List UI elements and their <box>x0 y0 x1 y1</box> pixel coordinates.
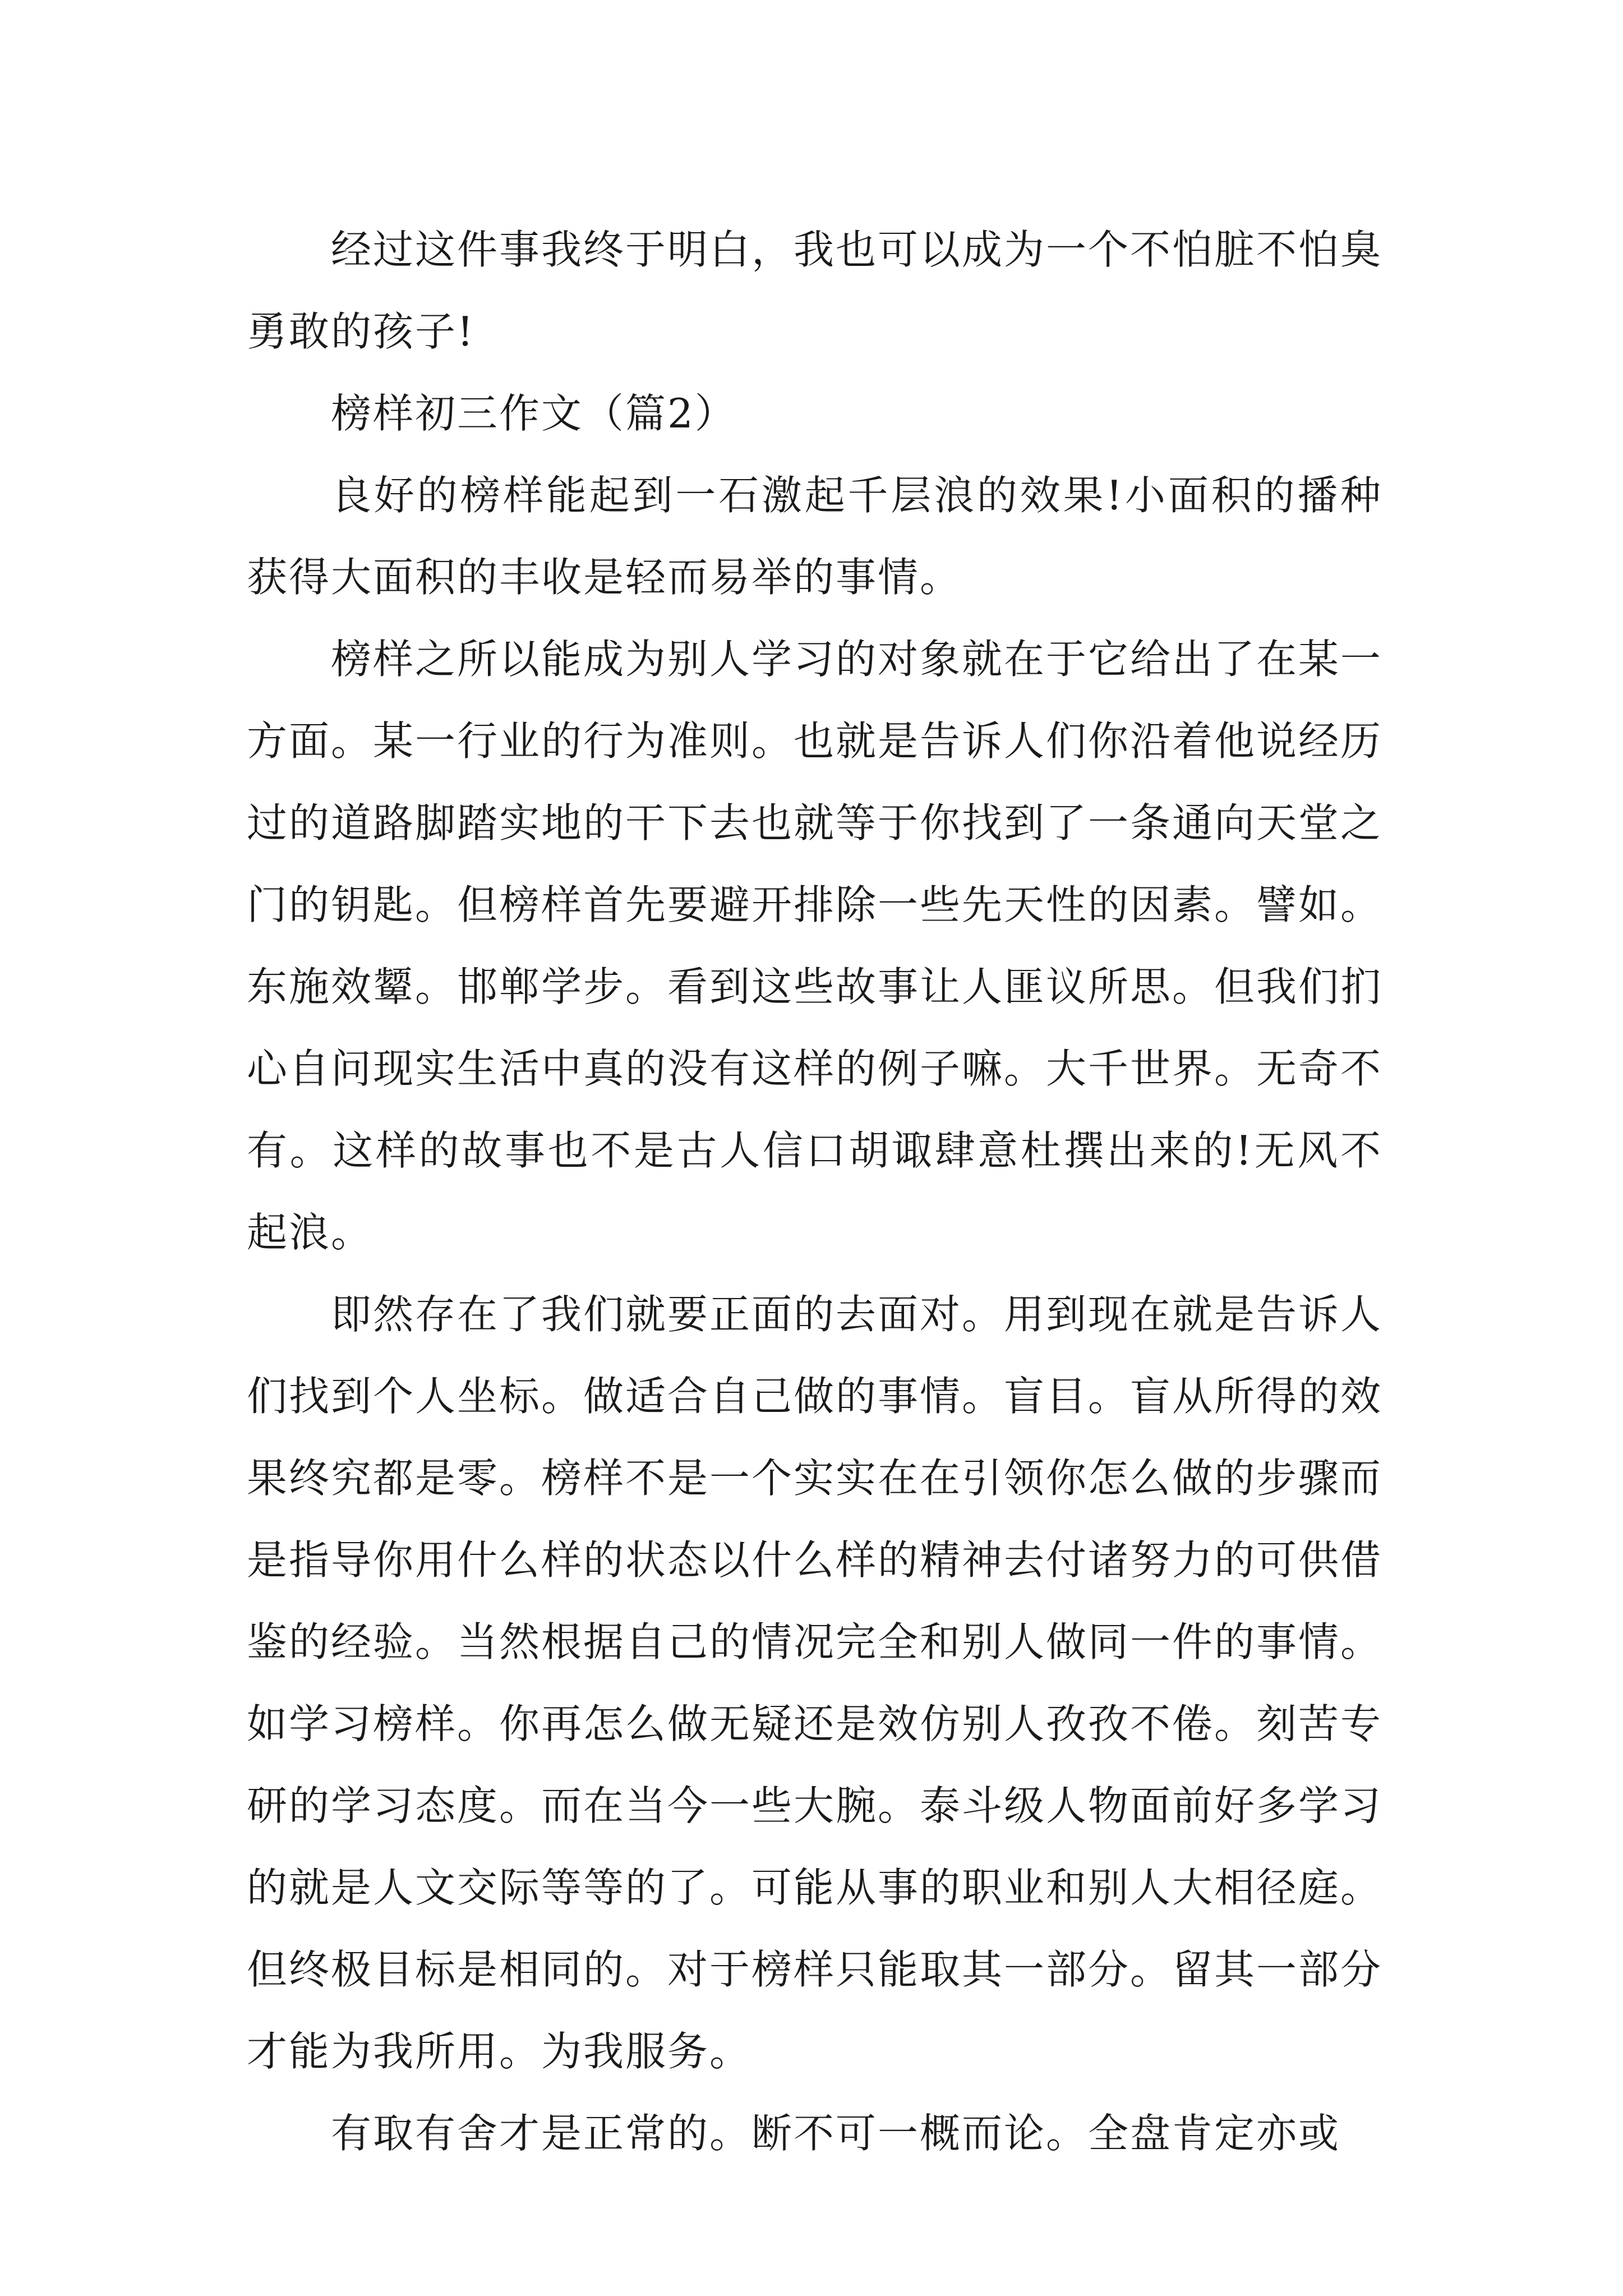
paragraph-intro: 良好的榜样能起到一石激起千层浪的效果!小面积的播种获得大面积的丰收是轻而易举的事情。 <box>247 472 1382 601</box>
paragraph-role-model-reason: 榜样之所以能成为别人学习的对象就在于它给出了在某一方面。某一行业的行为准则。也就是告诉人们你沿着他说经历过的道路脚踏实地的干下去也就等于你找到了一条通向天堂之门的钥匙。但榜样首先要避开排除一些先天性的因素。譬如。东施效颦。邯郸学步。看到这些故事让人匪议所思。但我们扪心自问现实生活中真的没有这样的例子嘛。大千世界。无奇不有。这样的故事也不是古人信口胡诹肆意杜撰出来的!无风不起浪。 <box>247 636 1383 1256</box>
paragraph-trailing: 有取有舍才是正常的。断不可一概而论。全盘肯定亦或 <box>331 2110 1341 2157</box>
paragraph-conclusion: 经过这件事我终于明白，我也可以成为一个不怕脏不怕臭勇敢的孩子! <box>247 226 1383 355</box>
document-body <box>247 209 1382 2174</box>
section-heading: 榜样初三作文（篇2） <box>331 390 737 437</box>
paragraph-face-reality: 即然存在了我们就要正面的去面对。用到现在就是告诉人们找到个人坐标。做适合自己做的事情。盲目。盲从所得的效果终究都是零。榜样不是一个实实在在引领你怎么做的步骤而是指导你用什么样的状态以什么样的精神去付诸努力的可供借鉴的经验。当然根据自己的情况完全和别人做同一件的事情。如学习榜样。你再怎么做无疑还是效仿别人孜孜不倦。刻苦专研的学习态度。而在当今一些大腕。泰斗级人物面前好多学习的就是人文交际等等的了。可能从事的职业和别人大相径庭。但终极目标是相同的。对于榜样只能取其一部分。留其一部分才能为我所用。为我服务。 <box>247 1291 1383 2075</box>
